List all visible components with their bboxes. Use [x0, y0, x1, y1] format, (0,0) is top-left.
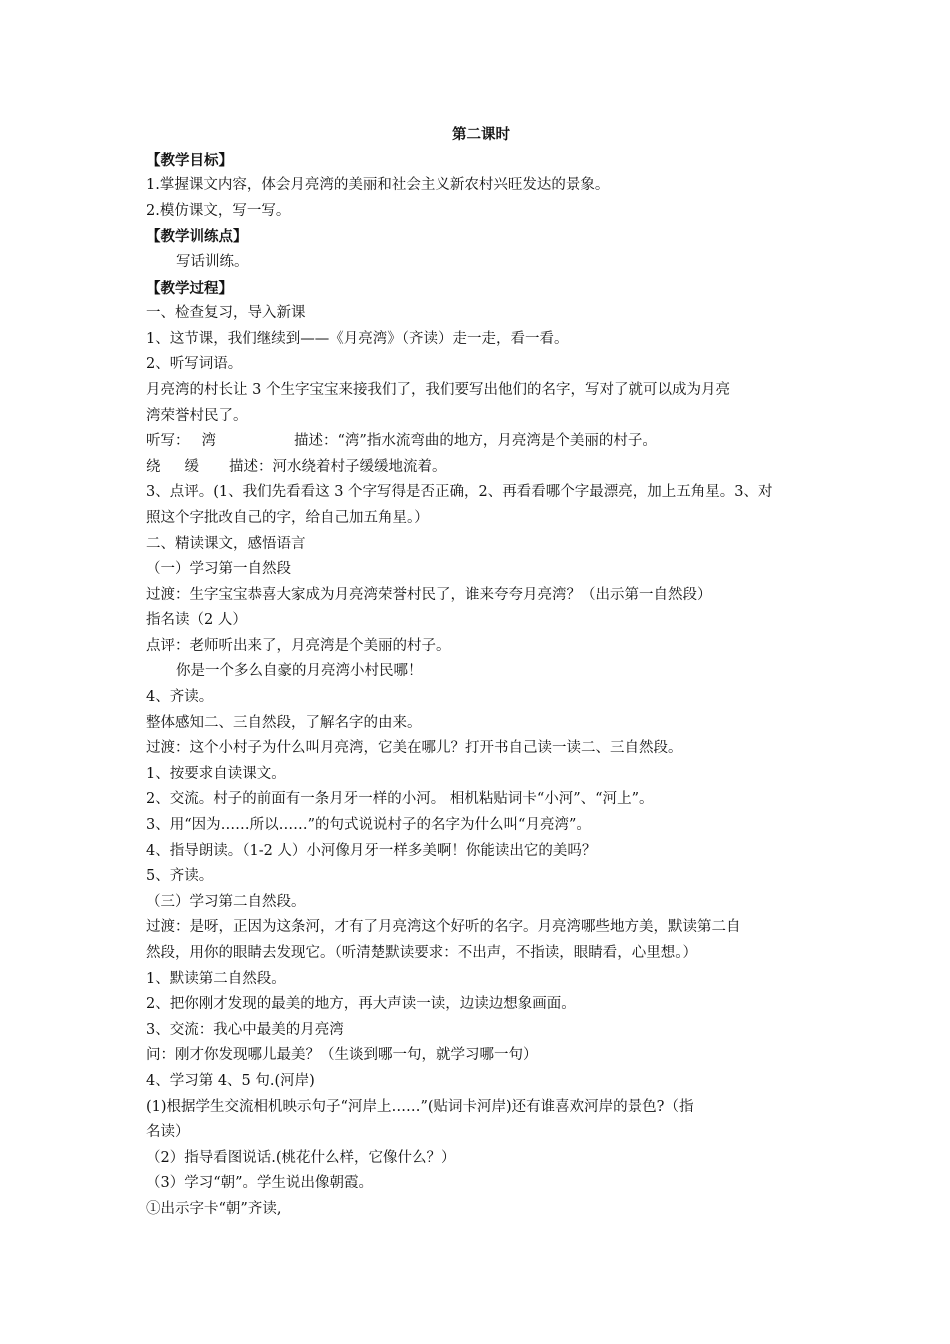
dictation-description: 描述：河水绕着村子缓缓地流着。 — [229, 458, 447, 475]
paragraph-line: （3）学习“朝”。学生说出像朝霞。 — [146, 1175, 374, 1192]
paragraph-line: 过渡：生字宝宝恭喜大家成为月亮湾荣誉村民了，谁来夸夸月亮湾？（出示第一自然段） — [146, 586, 712, 603]
dictation-line-1 — [146, 429, 816, 455]
paragraph-line: 然段，用你的眼睛去发现它。（听清楚默读要求：不出声，不指读，眼睛看，心里想。） — [146, 945, 697, 961]
paragraph-line: 3、用“因为……所以……”的句式说说村子的名字为什么叫“月亮湾”。 — [146, 817, 591, 834]
paragraph-line: 二、精读课文，感悟语言 — [146, 535, 306, 552]
paragraph-line: 5、齐读。 — [146, 868, 214, 885]
dictation-description: 描述：“湾”指水流弯曲的地方，月亮湾是个美丽的村子。 — [294, 433, 657, 450]
paragraph-line: 过渡：这个小村子为什么叫月亮湾，它美在哪儿？打开书自己读一读二、三自然段。 — [146, 740, 683, 757]
paragraph-line: 1.掌握课文内容，体会月亮湾的美丽和社会主义新农村兴旺发达的景象。 — [146, 177, 610, 194]
paragraph-line: 名读） — [146, 1124, 190, 1141]
dictation-label: 听写： — [146, 433, 190, 450]
paragraph-line: 2.模仿课文，写一写。 — [146, 202, 291, 219]
paragraph-line: 点评：老师听出来了，月亮湾是个美丽的村子。 — [146, 637, 451, 654]
paragraph-line: 你是一个多么自豪的月亮湾小村民哪！ — [176, 663, 423, 680]
section-heading-process: 【教学过程】 — [146, 279, 233, 297]
paragraph-line: 4、指导朗读。（1-2 人）小河像月牙一样多美啊！你能读出它的美吗？ — [146, 842, 597, 859]
section-heading-goals: 【教学目标】 — [146, 151, 233, 169]
dictation-word: 缓 — [184, 458, 199, 475]
paragraph-line: 1、这节课，我们继续到——《月亮湾》（齐读）走一走，看一看。 — [146, 330, 569, 347]
section-heading-training: 【教学训练点】 — [146, 228, 248, 246]
paragraph-line: 照这个字批改自己的字，给自己加五角星。） — [146, 509, 429, 526]
dictation-word: 绕 — [146, 458, 161, 475]
paragraph-line: 1、按要求自读课文。 — [146, 765, 286, 782]
document-page — [146, 122, 816, 1223]
paragraph-line: 1、默读第二自然段。 — [146, 970, 286, 987]
paragraph-line: 写话训练。 — [176, 253, 249, 270]
paragraph-line: 过渡：是呀，正因为这条河，才有了月亮湾这个好听的名字。月亮湾哪些地方美，默读第二自 — [146, 919, 741, 936]
paragraph-line: （2）指导看图说话.(桃花什么样，它像什么？） — [146, 1149, 456, 1166]
paragraph-line: 整体感知二、三自然段，了解名字的由来。 — [146, 714, 422, 731]
dictation-line-2 — [146, 455, 816, 481]
paragraph-line: 3、交流：我心中最美的月亮湾 — [146, 1021, 344, 1038]
paragraph-line: 月亮湾的村长让 3 个生字宝宝来接我们了，我们要写出他们的名字，写对了就可以成为月亮 — [146, 381, 730, 398]
paragraph-line: 4、齐读。 — [146, 689, 214, 706]
paragraph-line: 湾荣誉村民了。 — [146, 407, 248, 424]
paragraph-line: 2、听写词语。 — [146, 356, 243, 373]
paragraph-line: （三）学习第二自然段。 — [146, 893, 306, 910]
paragraph-line: 问：刚才你发现哪儿最美？（生谈到哪一句，就学习哪一句） — [146, 1047, 538, 1064]
paragraph-line: （一）学习第一自然段 — [146, 561, 291, 578]
paragraph-line: ①出示字卡“朝”齐读, — [146, 1200, 282, 1217]
paragraph-line: 4、学习第 4、5 句.(河岸) — [146, 1072, 315, 1089]
paragraph-line: 指名读（2 人） — [146, 612, 247, 629]
paragraph-line: 2、交流。村子的前面有一条月牙一样的小河。 相机粘贴词卡“小河”、“河上”。 — [146, 791, 654, 808]
page-title: 第二课时 — [452, 126, 510, 143]
paragraph-line: 2、把你刚才发现的最美的地方，再大声读一读，边读边想象画面。 — [146, 996, 576, 1013]
dictation-word: 湾 — [201, 433, 216, 450]
paragraph-line: (1)根据学生交流相机映示句子“河岸上……”(贴词卡河岸)还有谁喜欢河岸的景色?（指 — [146, 1098, 694, 1115]
paragraph-line: 3、点评。(1、我们先看看这 3 个字写得是否正确，2、再看看哪个字最漂亮，加上五角星。3、对 — [146, 484, 773, 501]
paragraph-line: 一、检查复习，导入新课 — [146, 305, 306, 322]
